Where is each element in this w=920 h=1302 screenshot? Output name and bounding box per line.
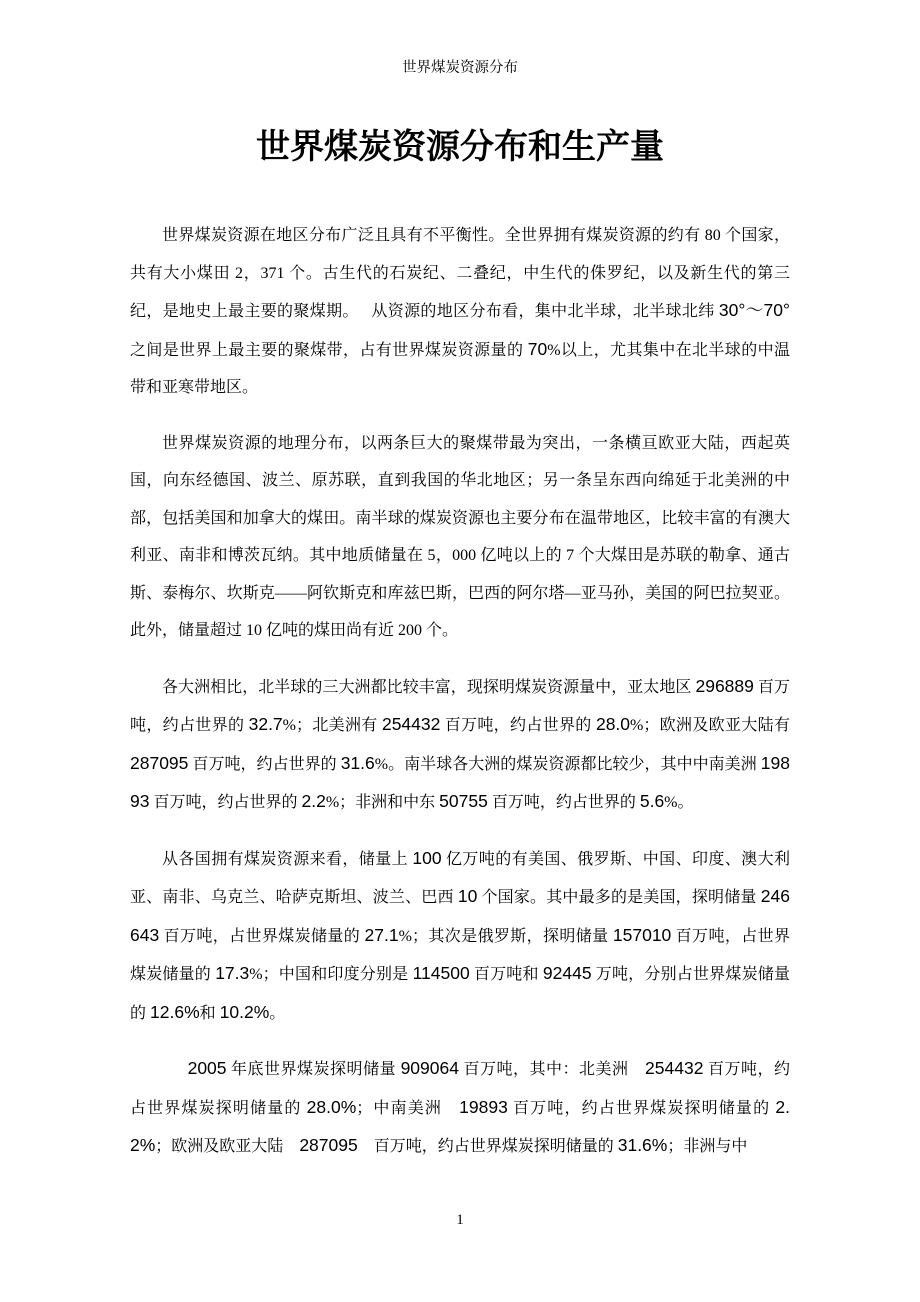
body-text: 百万吨，约占世界煤炭探明储量的 [130, 1061, 790, 1117]
body-text: 百万吨，约占世界煤炭探明储量的 [357, 1138, 618, 1155]
numeric-text: 17.3 [215, 963, 250, 983]
body-text: 年底世界煤炭探明储量 [226, 1061, 401, 1078]
numeric-text: 28.0% [306, 1096, 357, 1117]
paragraphs [130, 217, 790, 1166]
body-text: %以上，尤其集中在北半球的中温带和亚寒带地区。 [130, 341, 790, 396]
body-text: 世界煤炭资源的地理分布，以两条巨大的聚煤带最为突出，一条横亘欧亚大陆，西起英国，向东经德国、波兰、原苏联，直到我国的华北地区；另一条呈东西向绵延于北美洲的中部，包括美国和加拿大的煤田。南半球的煤炭资源也主要分布在温带地区，比较丰富的有澳大利亚、南非和博茨瓦纳。其中地质储量在 5，000 亿吨以上的 7 个大煤田是苏联的勒拿、通古斯、泰梅尔、坎斯克——阿钦斯克和库兹巴斯，巴西的阿尔塔—亚马孙，美国的阿巴拉契亚。此外，储量超过 10 亿吨的煤田尚有近 200 个。 [130, 434, 790, 639]
body-text: 和 [199, 1004, 220, 1022]
numeric-text: 31.6 [340, 752, 375, 773]
numeric-text: 30°～70° [718, 300, 790, 320]
body-text: %；中国和印度分别是 [249, 966, 413, 983]
body-text: 百万吨，占世界煤炭储量的 [159, 927, 365, 945]
body-text: 百万吨，约占世界的 [130, 678, 790, 734]
numeric-text: 31.6% [617, 1135, 668, 1155]
numeric-text: 254432 [381, 714, 441, 734]
body-text: 万吨，分别占世界煤炭储量的 [130, 966, 790, 1022]
numeric-text: 157010 [612, 924, 672, 945]
numeric-text: 12.6% [150, 1001, 200, 1022]
numeric-text: 92445 [542, 963, 592, 983]
body-text: 百万吨，其中：北美洲 [458, 1061, 646, 1078]
numeric-text: 50755 [439, 791, 488, 811]
body-text: 之间是世界上最主要的聚煤带，占有世界煤炭资源量的 [130, 341, 528, 359]
numeric-text: 246643 [130, 886, 790, 945]
paragraph-continent-comparison [130, 668, 790, 822]
body-text: 。 [269, 1004, 286, 1022]
numeric-text: 28.0 [595, 714, 631, 734]
paragraph-2005-proven-reserves [130, 1050, 790, 1166]
body-text: 亿万吨的有美国、俄罗斯、中国、印度、澳大利亚、南非、乌克兰、哈萨克斯坦、波兰、巴西 [130, 850, 790, 906]
body-text: 百万吨，约占世界的 [188, 755, 341, 773]
numeric-text: 10 [457, 886, 478, 906]
numeric-text: 287095 [299, 1135, 358, 1155]
paragraph-country-reserves [130, 840, 790, 1033]
paragraph-geographic-belts [130, 425, 790, 650]
body-text: %；欧洲及欧亚大陆有 [630, 717, 790, 734]
numeric-text: 19893 [459, 1096, 508, 1117]
numeric-text: 254432 [645, 1058, 704, 1078]
page-number: 1 [456, 1212, 464, 1228]
body-text: 个国家。其中最多的是美国，探明储量 [477, 889, 761, 906]
body-text: %；其次是俄罗斯，探明储量 [398, 927, 613, 945]
numeric-text: 287095 [130, 752, 189, 773]
numeric-text: 909064 [400, 1058, 459, 1078]
body-text: %；非洲和中东 [325, 794, 440, 811]
numeric-text: 296889 [695, 675, 754, 696]
body-text: 百万吨，占世界煤炭储量的 [130, 927, 790, 983]
page-header: 世界煤炭资源分布 [402, 60, 518, 76]
body-text: %；北美洲有 [282, 717, 382, 734]
body-text: 各大洲相比，北半球的三大洲都比较丰富，现探明煤炭资源量中，亚太地区 [162, 678, 696, 696]
body-text: 百万吨和 [469, 966, 543, 983]
numeric-text: 32.7 [248, 714, 283, 734]
body-text: 百万吨，约占世界煤炭探明储量的 [507, 1099, 776, 1117]
body-text: ；非洲与中 [667, 1138, 748, 1155]
body-text: %。南半球各大洲的煤炭资源都比较少，其中中南美洲 [374, 755, 761, 773]
numeric-text: 10.2% [219, 1001, 270, 1022]
numeric-text: 5.6 [639, 791, 665, 811]
body-text: ；欧洲及欧亚大陆 [155, 1138, 300, 1155]
numeric-text: 2.2 [301, 791, 326, 811]
numeric-text: 2005 [187, 1058, 227, 1078]
numeric-text: 114500 [412, 963, 470, 983]
numeric-text: 100 [412, 847, 442, 868]
body-text: 百万吨，约占世界的 [440, 717, 596, 734]
body-text: %。 [664, 794, 694, 811]
body-text: 百万吨，约占世界的 [149, 794, 302, 811]
document-title: 世界煤炭资源分布和生产量 [256, 129, 664, 166]
numeric-text: 19893 [130, 752, 790, 811]
numeric-text: 2.2% [130, 1096, 790, 1155]
body-text: 百万吨，约占世界的 [487, 794, 640, 811]
paragraph-overview [130, 217, 790, 407]
body-text: ；中南美洲 [356, 1099, 460, 1117]
body-text: 世界煤炭资源在地区分布广泛且具有不平衡性。全世界拥有煤炭资源的约有 80 个国家，共有大小煤田 2，371 个。古生代的石炭纪、二叠纪，中生代的侏罗纪，以及新生代的第三纪，是地史上最主要的聚煤期。 从资源的地区分布看，集中北半球，北半球北纬 [130, 227, 790, 320]
numeric-text: 27.1 [364, 924, 399, 945]
numeric-text: 70 [527, 338, 548, 359]
body-text: 从各国拥有煤炭资源来看，储量上 [162, 850, 413, 868]
